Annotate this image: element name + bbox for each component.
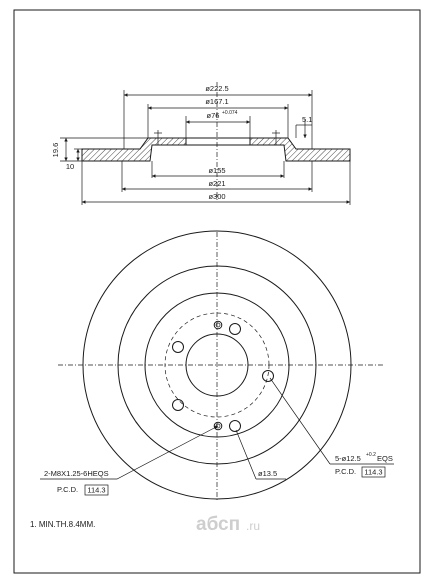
watermark-logo <box>196 514 260 535</box>
holes-spec: 5-ø12.5 <box>335 454 361 463</box>
dim-19-6: 19.6 <box>51 142 60 158</box>
bolt-hole <box>263 371 274 382</box>
holes-spec-tolerance: +0.2 <box>366 452 376 458</box>
bolt-hole <box>230 324 241 335</box>
thread-spec: 2-M8X1.25-6HEQS <box>44 469 109 478</box>
dim-dia-76: ø76 <box>206 111 220 120</box>
pcd-left-label: P.C.D. <box>57 485 79 494</box>
bolt-holes <box>173 324 274 432</box>
dim-dia-221: ø221 <box>208 179 226 188</box>
watermark-brand: aбсп <box>196 514 241 535</box>
holes-spec-suffix: EQS <box>377 454 393 463</box>
disc-section-right <box>250 138 350 161</box>
pcd-right-label: P.C.D. <box>335 467 357 476</box>
pcd-right-value: 114.3 <box>364 467 383 477</box>
bolt-hole-diameter: ø13.5 <box>258 469 278 478</box>
pcd-left-value: 114.3 <box>87 485 106 495</box>
threaded-hole <box>214 321 222 329</box>
dim-5-1: 5.1 <box>302 115 313 124</box>
disc-section-left <box>82 138 186 161</box>
dim-dia-300: ø300 <box>208 192 226 201</box>
threaded-holes <box>214 321 222 430</box>
bolt-hole <box>173 342 184 353</box>
dim-10: 10 <box>65 162 75 171</box>
bolt-hole <box>230 421 241 432</box>
side-view <box>51 82 350 205</box>
threaded-hole-thread <box>216 323 220 327</box>
dim-dia-155: ø155 <box>208 166 226 175</box>
dim-dia-167-1: ø167.1 <box>205 97 229 106</box>
dim-dia-222-5: ø222.5 <box>205 84 229 93</box>
bolt-hole <box>173 400 184 411</box>
dim-dia-76-tolerance: +0.074 <box>222 110 238 116</box>
watermark-domain: .ru <box>246 519 261 533</box>
front-view <box>40 231 394 500</box>
min-thickness-note: 1. MIN.TH.8.4MM. <box>30 520 96 529</box>
